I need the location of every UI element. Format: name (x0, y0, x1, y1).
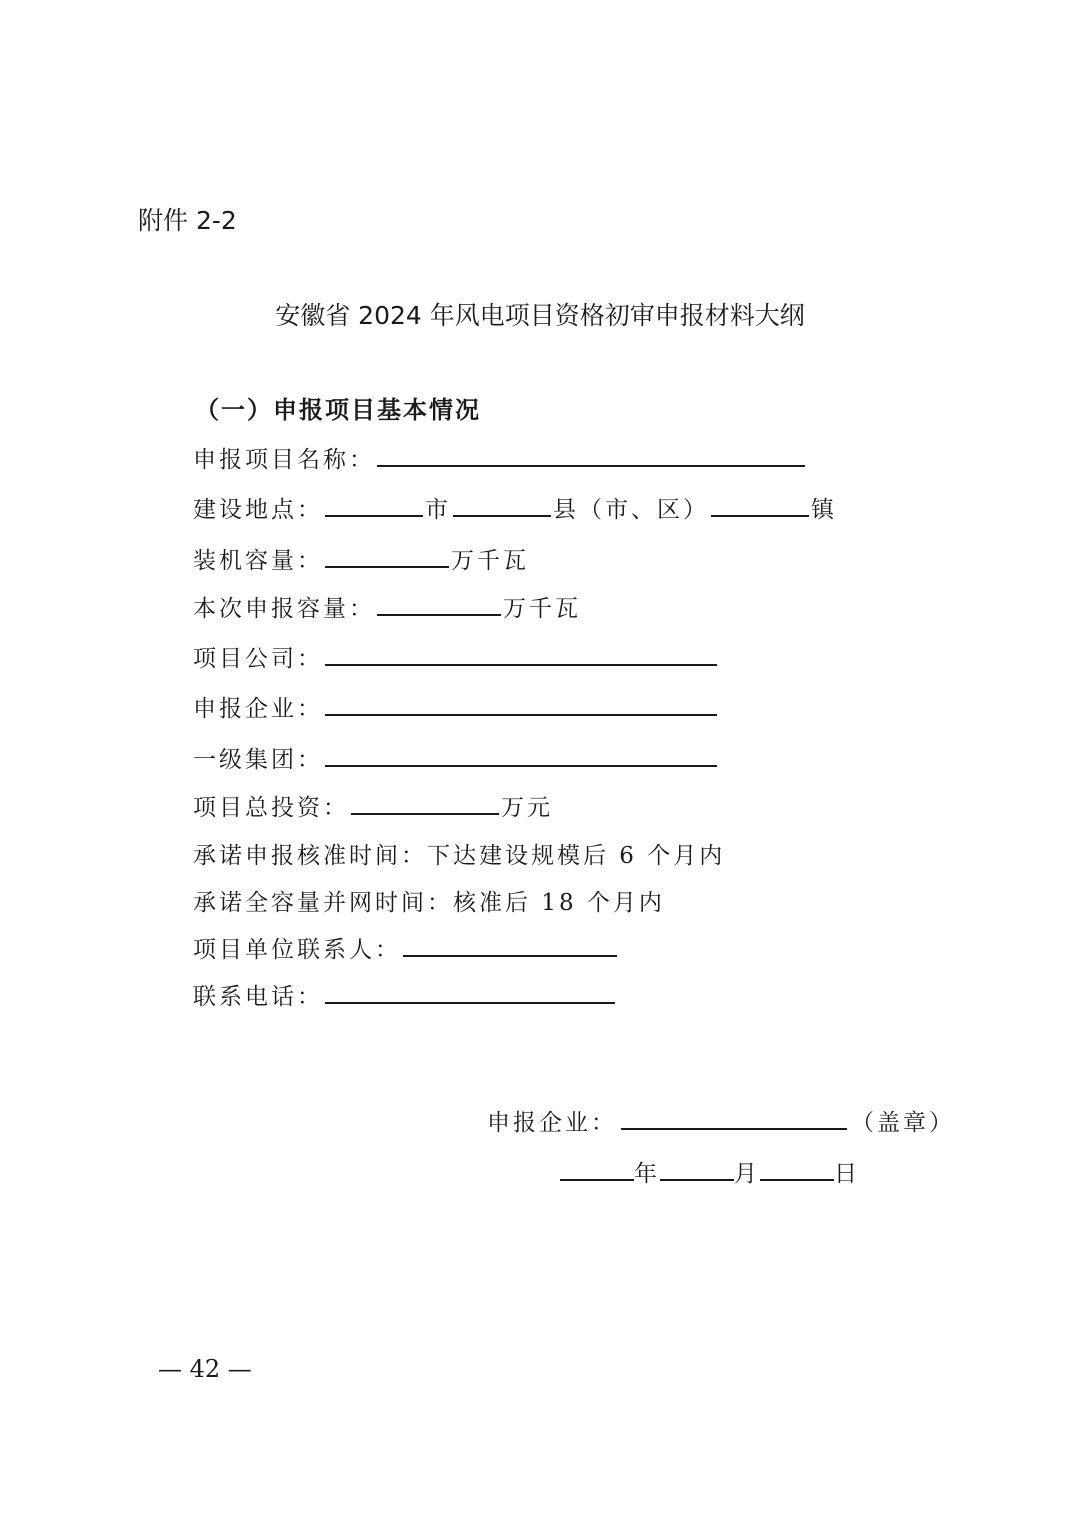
blank-line (377, 613, 501, 616)
town-label: 镇 (811, 497, 837, 523)
field-label: 建设地点： (193, 497, 323, 523)
field-grid-time: 承诺全容量并网时间：核准后 18 个月内 (193, 890, 665, 916)
signature-date (560, 1163, 860, 1186)
blank-line (621, 1127, 847, 1130)
blank-line (760, 1178, 834, 1181)
seal-label: （盖章） (851, 1110, 955, 1136)
city-label: 市 (425, 497, 451, 523)
field-location (193, 499, 837, 522)
blank-line (560, 1178, 634, 1181)
field-label: 申报企业： (193, 696, 323, 722)
field-phone (193, 986, 617, 1009)
field-declared-capacity (193, 598, 581, 621)
blank-line (660, 1178, 734, 1181)
blank-line (377, 464, 805, 467)
county-label: 县（市、区） (553, 497, 709, 523)
field-investment (193, 797, 553, 820)
blank-line (351, 812, 499, 815)
section-heading: （一）申报项目基本情况 (195, 395, 481, 424)
blank-line (325, 764, 717, 767)
field-approval-time: 承诺申报核准时间：下达建设规模后 6 个月内 (193, 843, 726, 869)
unit-label: 万千瓦 (451, 548, 529, 574)
field-company (193, 648, 719, 671)
blank-line (325, 1001, 615, 1004)
unit-label: 万元 (501, 795, 553, 821)
signature-applicant (487, 1112, 955, 1135)
blank-line (325, 663, 717, 666)
unit-label: 万千瓦 (503, 596, 581, 622)
day-label: 日 (834, 1161, 860, 1187)
blank-line (453, 514, 551, 517)
field-contact (193, 939, 619, 962)
field-label: 项目单位联系人： (193, 937, 401, 963)
field-group (193, 749, 719, 772)
month-label: 月 (734, 1161, 760, 1187)
field-label: 项目公司： (193, 646, 323, 672)
field-label: 本次申报容量： (193, 596, 375, 622)
blank-line (325, 713, 717, 716)
year-label: 年 (634, 1161, 660, 1187)
signature-label: 申报企业： (487, 1110, 617, 1136)
attachment-label: 附件 2-2 (138, 206, 237, 235)
field-label: 申报项目名称： (193, 447, 375, 473)
field-project-name (193, 449, 807, 472)
blank-line (711, 514, 809, 517)
blank-line (403, 954, 617, 957)
field-label: 项目总投资： (193, 795, 349, 821)
field-label: 联系电话： (193, 984, 323, 1010)
field-applicant (193, 698, 719, 721)
field-label: 一级集团： (193, 747, 323, 773)
document-title: 安徽省 2024 年风电项目资格初审申报材料大纲 (275, 301, 805, 330)
field-label: 装机容量： (193, 548, 323, 574)
blank-line (325, 565, 449, 568)
field-capacity (193, 550, 529, 573)
blank-line (325, 514, 423, 517)
page-number: — 42 — (158, 1355, 252, 1383)
